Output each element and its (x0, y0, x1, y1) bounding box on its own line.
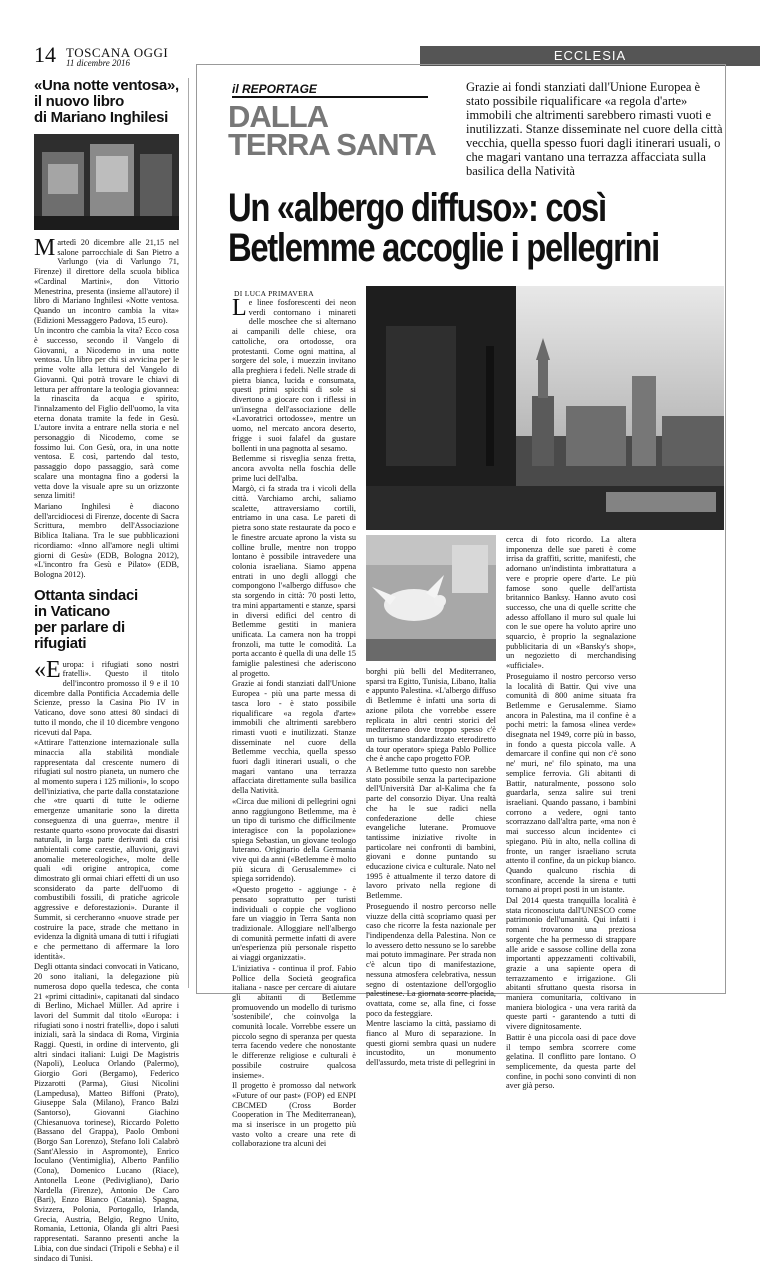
paragraph: «Circa due milioni di pellegrini ogni anno raggiungono Betlemme, ma è un tipo di turismo che difficilmente interagisce con la popolazione» spiega Sebastian, un giovane teologo luterano. Originario della Germania vive qui da anni («Betlemme è molto più sicura di Gerusalemme» ci spiega sorridendo). (232, 796, 356, 884)
title-line: di Mariano Inghilesi (34, 109, 169, 126)
paragraph: «Questo progetto - aggiunge - è pensato soprattutto per turisti individuali o coppie che vogliono fare un viaggio in Terra Santa non tradizionale. Alloggiare nell'albergo di comunità permette infatti di avere un'esperienza più personale rispetto ai viaggi organizzati». (232, 885, 356, 963)
paragraph (232, 295, 356, 453)
issue-date: 11 dicembre 2016 (66, 58, 130, 68)
title-line: Ottanta sindaci (34, 586, 138, 604)
sidebar-article-1-title (34, 78, 179, 126)
dropcap: «E (34, 656, 61, 683)
headline (228, 186, 659, 270)
reportage-label: il REPORTAGE (232, 82, 317, 96)
paragraph: Proseguiamo il nostro percorso verso la località di Battir. Qui vive una comunità di 800 anime situata fra Betlemme e Gerusalemme. Siamo ancora in Palestina, ma il confine è a pochi metri: la famosa «linea verde» disegnata nel 1949, corre più in basso, in fondo a questa piccola valle. A demarcare il confine qui non c'è sono ne' muri, ne' filo spinato, ma una semplice ferrovia. Gli abitanti di Battir, naturalmente, possono solo guardarla, senza salire sui treni israeliani. Quando passano, i bambini corrono a vedere, ogni tanto scorrazzano dall'altra parte, «ma non è mai successo alcun incidente» ci spiegano. Più in alto, nella collina di fronte, un ranger israeliano scruta attento il confine, da un pickup bianco. Quando qualcuno rischia di sconfinare, accende la sirena e tutti tornano ai propri posti in un istante. (506, 671, 636, 895)
bethlehem-skyline-photo (366, 286, 724, 530)
book-presentation-photo (34, 134, 179, 230)
paragraph: Margò, ci fa strada tra i vicoli della città. Varchiamo archi, saliamo scalette, attraversiamo cortili, entriamo in una casa. Le pareti di pietra sono state restaurate da poco e le finestre arcuate aprono la vista su colline brulle, mentre non troppo lontano è possibile intravedere una colonia israeliana. Siamo appena entrati in uno degli alloggi che compongono l'«albergo diffuso» che sta sorgendo in città: 70 posti letto, tra mini appartamenti e stanze, sparsi in diversi edifici del centro di Betlemme gestiti in maniera unificata. La camera non ha troppi fronzoli, ma tutte le comodità. La porta accanto è quella di una delle 15 famiglie palestinesi che aderiscono al progetto. (232, 484, 356, 678)
paragraph (34, 656, 179, 738)
page-number: 14 (34, 42, 56, 67)
title-line: «Una notte ventosa», (34, 77, 179, 94)
paragraph: Grazie ai fondi stanziati dall'Unione Europea - più una parte messa di tasca loro - è stato possibile riqualificare «a regola d'arte» immobili che altrimenti sarebbero rimasti vuoti e inutilizzati. Stanze disseminate nel cuore della Betlemme vecchia, quella spesso fuori dagli itinerari usuali, o che magari vantano una terrazza affacciata direttamente sulla basilica della Natività. (232, 679, 356, 796)
paragraph: Un incontro che cambia la vita? Ecco cosa è successo, secondo il Vangelo di Giovanni, a Nicodemo in una notte ventosa. Un libro per chi si avvicina per le prime volte alla lettura del Vangelo di Giovanni. Qui potrà trovare le chiavi di lettura per affrontare la teologia giovannea: la rinascita da acqua e spirito, l'innalzamento del Figlio dell'uomo, la vita eterna donata tramite la fede in Gesù. L'autore invita a entrare nella storia e nel personaggio di Nicodemo, come se fossimo lui. Con Gesù, ora, in una notte ventosa. E così, partendo dal testo, passaggio dopo passaggio, sarà come scalare una montagna fino a godersi la vetta dove la visuale apre su un orizzonte senza limiti! (34, 326, 179, 501)
paragraph: «Attirare l'attenzione internazionale sulla minaccia alla stabilità mondiale rappresentata dal crescente numero di rifugiati sul nostro pianeta, un numero che al momento supera i 125 milioni», lo scopo dell'iniziativa, che parte dalla constatazione che «tre quarti di tutte le odierne emergenze umanitarie sono la diretta conseguenza di una guerra», mentre il restante quarto «sono provocate dai disastri naturali, in larga parte derivanti da crisi ambientali come carestie, alluvioni, gravi anomalie metereologiche», molte delle quali «di origine antropica, come dimostrato gli ormai chiari effetti di un uso sconsiderato da parte dell'uomo di combustibili fossili, di pratiche agricole aggressive e deforestazioni». Durante il Summit, si cercheranno «nuove strade per costruire la pace, strade che mettano in evidenza la dignità umana di tutti i rifugiati e che permettano di affermare la loro identità». (34, 738, 179, 961)
headline-line: Betlemme accoglie i pellegrini (228, 226, 659, 270)
reportage-rule (232, 96, 428, 98)
paragraph: Mentre lasciamo la città, passiamo di fianco al Muro di separazione. In questi giorni sembra quasi un nudere incustodito, un monumento dell'assurdo, meta triste di pellegrini in (366, 1019, 496, 1068)
paragraph (34, 235, 179, 325)
sidebar-article-2-title (34, 588, 179, 652)
article-column-1 (232, 295, 356, 1149)
paragraph: Degli ottanta sindaci convocati in Vaticano, 20 sono italiani, la delegazione più numerosa dopo quella tedesca, che conta 21 «primi cittadini», capitanati dal sindaco di Berlino, Michael Müller. Ad aprire i lavori del Summit dal titolo «Europa: i rifugiati sono i nostri fratelli», dopo i saluti iniziali, sarà la sindaca di Roma, Virginia Raggi. Questi, in ordine di intervento, gli altri sindaci italiani: Luigi De Magistris (Napoli), Leoluca Orlando (Palermo), Giorgio Gori (Bergamo), Federico Pizzarotti (Parma), Giusi Nicolini (Lampedusa), Matteo Biffoni (Prato), Giuseppe Sala (Milano), Franco Balzi (Santorso), Giovanni Giachino (Chiesanuova torinese), Riccardo Poletto (Bassano del Grappa), Paolo Omboni (Borgo San Lorenzo), Stefano Ioli Calabrò (Sant'Alessio in Aspromonte), Enrico Ioculano (Ventimiglia), Alberto Panfilio (Cona), Domenico Lucano (Riace), Antonella Leone (Pedivigliano), Dario Nardella (Firenze), Antonio De Caro (Bari), Enzo Bianco (Catania). Spagna, Svizzera, Polonia, Portogallo, Irlanda, Grecia, Austria, Belgio, Regno Unito, Romania, Lettonia, Olanda gli altri Paesi rappresentati. Saranno presenti anche la Libia, con due sindaci (Tripoli e Sebha) e il sindaco di Tunisi. (34, 962, 179, 1263)
headline-line: Un «albergo diffuso»: così (228, 186, 606, 230)
paragraph-text: e linee fosforescenti dei neon verdi contornano i minareti delle moschee che si alternano ai campanili delle chiese, ora cattoliche, ora ortodosse, ora protestanti. Come ogni mattina, al sorgere del sole, i muezzin invitano alla preghiera i fedeli. Nelle strade di pietra bianca, lucida e consumata, questi primi spicchi di sole si divertono a giocare con i riflessi in un'insegna dell'associazione delle «Lavoratrici ortodosse», mentre un uomo, nel mercato ancora deserto, frigge i suoi falafel da gustare bollenti in una pagnotta al sesamo. (232, 298, 356, 453)
paragraph: Il progetto è promosso dal network «Future of our past» (FOP) ed ENPI CBCMED (Cross Border Cooperation in The Mediterranean), ma si inserisce in un progetto più vasto volto a creare una rete di collaborazione tra alcuni dei (232, 1081, 356, 1149)
paragraph: Mariano Inghilesi è diacono dell'arcidiocesi di Firenze, docente di Sacra Scrittura, membro dell'Associazione Biblica Italiana. Tra le sue pubblicazioni ricordiamo: «Inno all'amore negli ultimi giorni di Gesù» (EDB, Bologna 2012), «L'incontro fra Gesù e Pilato» (EDB, Bologna 2012). (34, 501, 179, 579)
paragraph: L'iniziativa - continua il prof. Fabio Pollice della Società geografica italiana - nasce per cercare di aiutare gli abitanti di Betlemme promuovendo un modello di turismo 'sostenibile', che coinvolga la comunità locale. Vorrebbe essere un piccolo segno di speranza per questa terra facendo vedere che nonostante le differenze religiose e culturali è possibile costruire qualcosa insieme». (232, 963, 356, 1080)
paragraph: Proseguendo il nostro percorso nelle viuzze della città scopriamo quasi per caso che ricorre la festa nazionale per l'indipendenza della Palestina. Non ce lo avessero detto nessuno se lo sarebbe mai potuto immaginare. Per strada non c'è alcun tipo di manifestazione, nessuna atmosfera celebrativa, nessun segno di ostentazione dell'orgoglio palestinese. La giornata scorre placida, ovattata, come se, alla fine, ci fosse poco da festeggiare. (366, 901, 496, 1018)
paragraph: Battir è una piccola oasi di pace dove il tempo sembra scorrere come gelatina. Il conflitto pare lontano. O semplicemente, da questa parte del confine, in pochi sono convinti di non aver già perso. (506, 1032, 636, 1091)
title-line: in Vaticano (34, 602, 110, 620)
publication-name: TOSCANA OGGI (66, 45, 169, 60)
lead-summary: Grazie ai fondi stanziati dall'Unione Europea è stato possibile riqualificare «a regola d'arte» immobili che altrimenti sarebbero rimasti vuoti e inutilizzati. Stanze disseminate nel cuore della città vecchia, quella spesso fuori dagli itinerari usuali, o che magari vantano una terrazza affacciata sulla basilica della Natività (466, 80, 723, 178)
paragraph-text: artedì 20 dicembre alle 21,15 nel salone parrocchiale di San Pietro a Varlungo (via di Varlungo 71, Firenze) il direttore della scuola biblica «Cardinal Martini», don Vittorio Menestrina, presenta (insieme all'autore) il libro di Mariano Inghilesi «Notte ventosa. Quando un incontro cambia la vita» (Edizioni Messaggero Padova, 15 euro). (34, 238, 179, 325)
kicker-line: DALLA (228, 99, 329, 134)
sidebar-article-2-body (34, 656, 179, 1264)
paragraph-text: uropa: i rifugiati sono nostri fratelli». Questo il titolo dell'incontro promosso il 9 e il 10 dicembre dalla Pontificia Accademia delle Scienze, presso la Casina Pio IV in Vaticano, dove sono attesi 80 sindaci di tutto il mondo, che il 10 dicembre vengono ricevuti dal Papa. (34, 659, 179, 737)
paragraph: cerca di foto ricordo. La altera imponenza delle sue pareti è come irrisa da graffiti, scritte, manifesti, che adornano un'indistinta imbrattatura a vere e proprie opere d'arte. Le più famose sono quelle dell'artista britannico Banksy. Hanno avuto così successo, che una di quelle scritte che adesso affollano il muro sul quale lui con le sue opere ha voluto aprire uno squarcio, è proprio la segnalazione pubblicitaria di un «Bansky's shop», un negozietto di merchandising «ufficiale». (506, 535, 636, 671)
column-divider (188, 78, 189, 988)
paragraph: Betlemme si risveglia senza fretta, ancora avvolta nella foschia delle prime luci dell'alba. (232, 454, 356, 483)
wall-graffiti-photo (366, 535, 496, 661)
title-line: per parlare di rifugiati (34, 618, 125, 652)
sidebar-article-1-body (34, 235, 179, 580)
byline: DI LUCA PRIMAVERA (234, 289, 314, 298)
title-line: il nuovo libro (34, 93, 124, 110)
article-column-3 (506, 535, 636, 1091)
paragraph: borghi più belli del Mediterraneo, sparsi tra Egitto, Tunisia, Libano, Italia e appunto Palestina. «L'albergo diffuso di Betlemme è infatti una sorta di azione pilota che vorrebbe essere replicata in altri centri storici del mediterraneo dove troppo spesso c'è un turismo standardizzato eterodiretto da tour operator» spiega Pablo Pollice che è anche capo progetto FOP. (366, 667, 496, 764)
kicker (228, 99, 436, 162)
dropcap: L (232, 295, 247, 321)
section-tab: ECCLESIA (420, 46, 760, 66)
kicker-line: TERRA SANTA (228, 127, 436, 162)
dropcap: M (34, 235, 56, 261)
paragraph: A Betlemme tutto questo non sarebbe stato possibile senza la partecipazione dell'Università Dar al-Kalima che fa parte del consorzio Diyar. Una realtà che ha le sue radici nella confederazione delle chiese evangeliche luterane. Promuove tantissime iniziative rivolte in particolare nei confronti di bambini, giovani e donne puntando su educazione civica e culturale. Nato nel 1995 è attualmente il terzo datore di lavoro privato nella regione di Betlemme. (366, 765, 496, 901)
sidebar (34, 78, 179, 1264)
paragraph: Dal 2014 questa tranquilla località è stata riconosciuta dall'UNESCO come patrimonio dell'umanità. Qui infatti i romani trovarono una preziosa sorgente che ha permesso di strappare alle aride e sassose colline della zona importanti appezzamenti coltivabili, grazie a una sapiente opera di terrazzamento e irrigazione. Gli abitanti sfruttano questa risorsa in maniera comunitaria, coltivano in maniera biologica - una vera rarità da queste parti - garantendo a tutti di vivere dignitosamente. (506, 896, 636, 1032)
